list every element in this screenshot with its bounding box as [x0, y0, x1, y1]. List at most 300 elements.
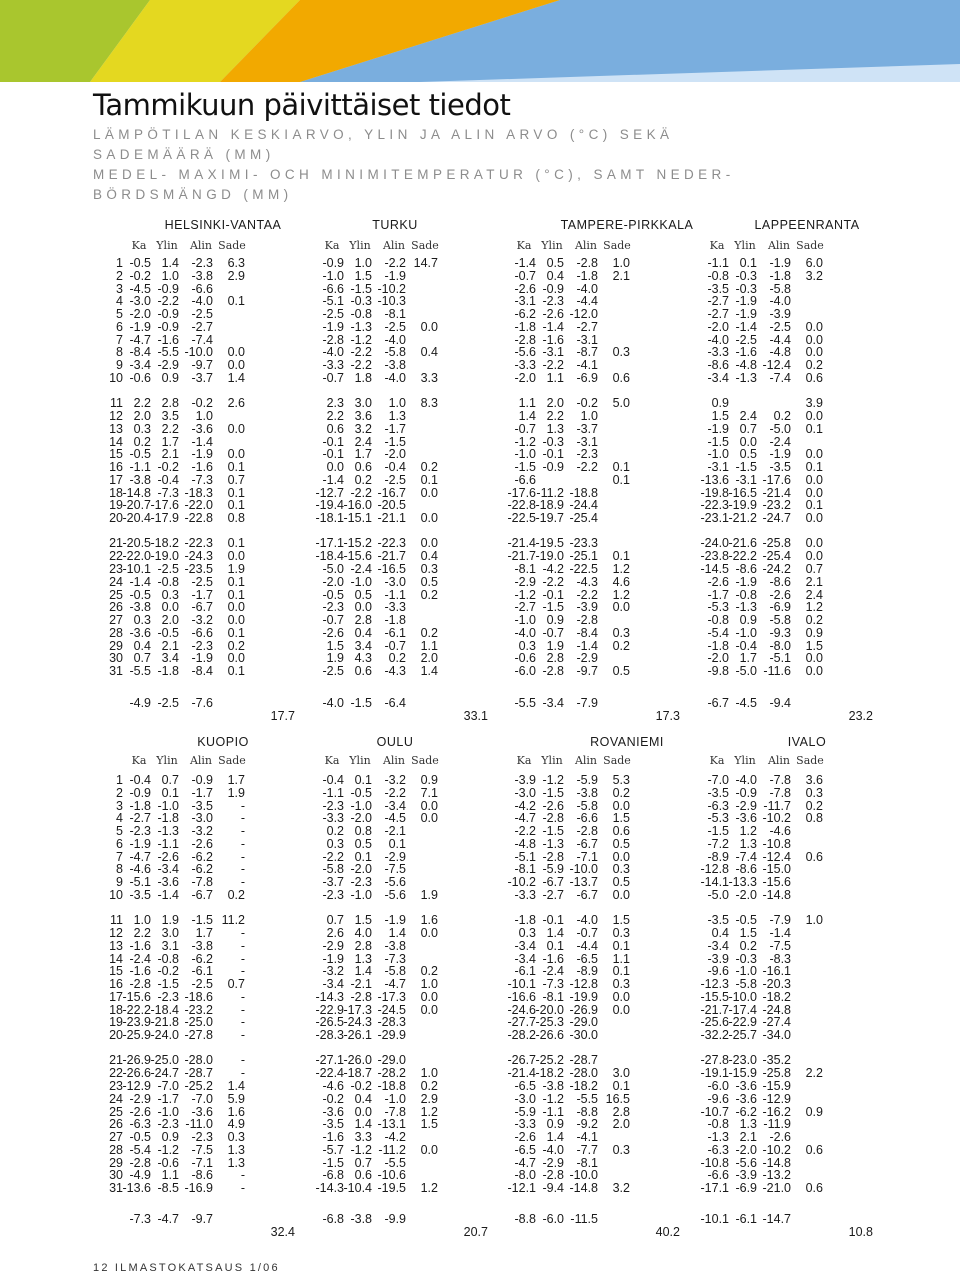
data-cell: -3.9 — [735, 1168, 757, 1183]
data-cell: -2.4 — [129, 951, 151, 966]
data-cell: 0.5 — [420, 574, 438, 589]
data-cell: -1.7 — [384, 421, 406, 436]
data-cell: -4.2 — [384, 1130, 406, 1145]
data-cell: 0.4 — [420, 345, 438, 360]
data-cell: -1.0 — [384, 1091, 406, 1106]
data-cell: - — [240, 836, 245, 851]
data-cell: -2.6 — [191, 836, 213, 851]
data-cell: 0.9 — [161, 371, 179, 386]
data-cell: -8.4 — [129, 345, 151, 360]
data-cell: -4.0 — [191, 294, 213, 309]
data-cell: 0.3 — [518, 925, 536, 940]
data-cell: -12.4 — [762, 358, 791, 373]
data-cell: -3.0 — [129, 294, 151, 309]
station-name: HELSINKI-VANTAA — [164, 218, 282, 232]
data-cell: 0.1 — [227, 664, 245, 679]
data-cell: -2.9 — [542, 1155, 564, 1170]
data-cell: -6.6 — [576, 811, 598, 826]
data-cell: -1.2 — [514, 434, 536, 449]
data-cell: -5.6 — [514, 345, 536, 360]
data-cell: -11.0 — [185, 1117, 213, 1132]
data-cell: -9.8 — [707, 664, 729, 679]
summary-cell: -9.9 — [384, 1212, 406, 1226]
data-cell: -8.9 — [576, 964, 598, 979]
data-cell: -1.6 — [542, 332, 564, 347]
data-cell: -10.7 — [700, 1104, 729, 1119]
data-cell: 0.9 — [546, 613, 564, 628]
data-cell: 0.9 — [546, 1117, 564, 1132]
column-header: Ylin — [541, 239, 563, 252]
data-cell: -9.6 — [707, 964, 729, 979]
data-cell: -7.7 — [576, 1142, 598, 1157]
data-cell: 0.7 — [354, 1155, 372, 1170]
day-number: 25 — [109, 587, 123, 602]
data-cell: -1.8 — [514, 319, 536, 334]
data-cell: 0.0 — [354, 1104, 372, 1119]
column-header: Sade — [218, 754, 246, 767]
data-cell: 1.0 — [161, 268, 179, 283]
data-cell: -15.0 — [762, 862, 791, 877]
data-cell: 0.0 — [227, 358, 245, 373]
data-cell: -19.5 — [377, 1181, 406, 1196]
data-cell: -1.6 — [129, 938, 151, 953]
data-cell: -3.8 — [384, 938, 406, 953]
data-cell: -1.4 — [769, 925, 791, 940]
data-cell: -2.9 — [157, 358, 179, 373]
data-cell: -6.2 — [735, 1104, 757, 1119]
data-cell: -1.0 — [157, 798, 179, 813]
data-cell: -1.8 — [129, 798, 151, 813]
data-cell: -1.2 — [157, 1142, 179, 1157]
data-cell: -5.8 — [769, 613, 791, 628]
data-cell: -23.1 — [700, 511, 729, 526]
data-cell: -8.4 — [191, 664, 213, 679]
data-cell: -4.4 — [576, 938, 598, 953]
data-cell: 0.4 — [354, 625, 372, 640]
data-cell: -29.0 — [377, 1053, 406, 1068]
data-cell: 0.0 — [805, 651, 823, 666]
data-cell: -25.1 — [569, 549, 598, 564]
column-header: Sade — [603, 754, 631, 767]
data-cell: 0.0 — [805, 485, 823, 500]
data-cell: -5.0 — [769, 421, 791, 436]
data-cell: 0.0 — [420, 1002, 438, 1017]
data-cell: -7.2 — [707, 836, 729, 851]
data-cell: -4.7 — [514, 1155, 536, 1170]
day-number: 3 — [116, 798, 123, 813]
data-cell: -1.3 — [735, 600, 757, 615]
data-cell: -16.2 — [762, 1104, 791, 1119]
data-cell: -3.6 — [735, 1091, 757, 1106]
data-cell: -2.2 — [384, 256, 406, 270]
data-cell: -18.3 — [184, 485, 213, 500]
subtitle-fi-line-2: SADEMÄÄRÄ (MM) — [93, 147, 275, 162]
data-cell: -12.0 — [569, 307, 598, 322]
data-cell: -8.6 — [735, 561, 757, 576]
day-number: 19 — [109, 498, 123, 513]
data-cell: -1.4 — [542, 319, 564, 334]
data-cell: -3.8 — [384, 358, 406, 373]
data-cell: 0.3 — [612, 625, 630, 640]
data-cell: 0.2 — [805, 358, 823, 373]
summary-cell: -6.7 — [707, 696, 729, 710]
data-cell: -2.3 — [191, 1130, 213, 1145]
data-cell: -0.4 — [735, 638, 757, 653]
data-cell: -2.3 — [322, 798, 344, 813]
data-cell: -14.8 — [122, 485, 151, 500]
data-cell: 0.3 — [612, 925, 630, 940]
data-cell: -0.5 — [322, 587, 344, 602]
data-cell: - — [240, 951, 245, 966]
day-number: 23 — [109, 1078, 123, 1093]
data-cell: -2.5 — [322, 307, 344, 322]
column-header: Ylin — [156, 239, 178, 252]
data-cell: -6.9 — [576, 371, 598, 386]
data-cell: 0.6 — [612, 824, 630, 839]
data-cell: -22.5 — [507, 511, 536, 526]
data-cell: -1.8 — [576, 268, 598, 283]
data-cell: -1.4 — [157, 888, 179, 903]
summary-cell: -9.4 — [769, 696, 791, 710]
data-cell: 1.5 — [612, 811, 630, 826]
data-cell: -2.9 — [322, 938, 344, 953]
data-cell: -0.8 — [707, 1117, 729, 1132]
data-cell: 1.7 — [227, 773, 245, 787]
data-cell: -1.0 — [350, 888, 372, 903]
data-cell: -22.3 — [184, 536, 213, 551]
data-cell: -21.6 — [728, 536, 757, 551]
data-cell: -17.1 — [315, 536, 344, 551]
data-cell: 0.1 — [354, 773, 372, 787]
data-cell: -5.6 — [735, 1155, 757, 1170]
data-cell: -6.2 — [191, 849, 213, 864]
data-cell: -7.4 — [769, 371, 791, 386]
data-cell: -4.0 — [384, 371, 406, 386]
data-cell: -2.0 — [384, 447, 406, 462]
data-cell: 3.0 — [612, 1066, 630, 1081]
data-cell: 0.6 — [805, 849, 823, 864]
data-cell: 1.1 — [612, 951, 630, 966]
data-cell: -6.0 — [707, 1078, 729, 1093]
data-cell: -24.7 — [762, 511, 791, 526]
data-cell: -17.4 — [728, 1002, 757, 1017]
data-cell: -1.6 — [322, 1130, 344, 1145]
data-cell: -3.5 — [769, 460, 791, 475]
data-cell: 0.1 — [612, 460, 630, 475]
data-cell: 0.0 — [612, 798, 630, 813]
data-cell: -19.0 — [535, 549, 564, 564]
data-cell: -16.0 — [343, 498, 372, 513]
data-cell: -16.5 — [377, 561, 406, 576]
data-cell: -2.1 — [384, 824, 406, 839]
data-cell: -0.7 — [514, 421, 536, 436]
data-cell: 3.0 — [354, 396, 372, 411]
data-cell: -22.0 — [122, 549, 151, 564]
data-cell: -1.5 — [157, 977, 179, 992]
data-cell: -5.6 — [384, 875, 406, 890]
data-cell: 2.4 — [739, 408, 757, 423]
data-cell: -4.1 — [576, 1130, 598, 1145]
data-cell: 1.2 — [612, 561, 630, 576]
data-cell: -23.8 — [700, 549, 729, 564]
data-cell: 7.1 — [420, 785, 438, 800]
data-cell: 0.9 — [805, 1104, 823, 1119]
data-cell: -2.2 — [542, 358, 564, 373]
data-cell: 1.3 — [739, 1117, 757, 1132]
data-cell: -25.8 — [762, 1066, 791, 1081]
data-cell: 0.1 — [805, 498, 823, 513]
data-cell: -0.7 — [322, 613, 344, 628]
data-cell: -5.3 — [707, 811, 729, 826]
data-cell: -1.8 — [157, 811, 179, 826]
data-cell: -5.6 — [384, 888, 406, 903]
data-cell: -4.8 — [735, 358, 757, 373]
data-cell: -0.6 — [129, 371, 151, 386]
data-cell: -34.0 — [762, 1028, 791, 1043]
data-cell: -1.9 — [735, 307, 757, 322]
data-cell: -22.3 — [377, 536, 406, 551]
data-cell: 0.1 — [612, 964, 630, 979]
day-number: 15 — [109, 964, 123, 979]
data-cell: -6.6 — [707, 1168, 729, 1183]
data-cell: -2.3 — [191, 638, 213, 653]
data-cell: 0.1 — [227, 536, 245, 551]
data-cell: 0.0 — [805, 664, 823, 679]
data-cell: 4.9 — [227, 1117, 245, 1132]
data-cell: -0.9 — [191, 773, 213, 787]
data-cell: -7.5 — [384, 862, 406, 877]
data-cell: 0.0 — [612, 849, 630, 864]
data-cell: -0.3 — [735, 951, 757, 966]
data-cell: 0.1 — [612, 472, 630, 487]
data-cell: -12.7 — [315, 485, 344, 500]
data-cell: 2.1 — [161, 638, 179, 653]
data-cell: -7.5 — [191, 1142, 213, 1157]
data-cell: -8.0 — [769, 638, 791, 653]
data-cell: 2.0 — [546, 396, 564, 411]
column-header: Ylin — [349, 754, 371, 767]
data-cell: -10.2 — [507, 875, 536, 890]
data-cell: -1.0 — [514, 613, 536, 628]
data-cell: 1.4 — [546, 1130, 564, 1145]
data-cell: 0.1 — [227, 485, 245, 500]
data-cell: -21.7 — [377, 549, 406, 564]
data-cell: -1.7 — [157, 1091, 179, 1106]
data-cell: -1.4 — [735, 319, 757, 334]
data-cell: 1.5 — [354, 913, 372, 928]
data-cell: 2.8 — [354, 938, 372, 953]
data-cell: -23.0 — [728, 1053, 757, 1068]
data-cell: 0.0 — [227, 613, 245, 628]
data-cell: -6.7 — [191, 888, 213, 903]
data-cell: 1.1 — [546, 371, 564, 386]
data-cell: -2.8 — [350, 989, 372, 1004]
data-cell: -3.4 — [157, 862, 179, 877]
data-cell: -7.8 — [191, 875, 213, 890]
data-cell: 0.6 — [805, 371, 823, 386]
data-cell: -1.5 — [735, 460, 757, 475]
data-cell: -25.9 — [122, 1028, 151, 1043]
data-cell: - — [240, 989, 245, 1004]
data-cell: -1.6 — [542, 951, 564, 966]
data-cell: 0.5 — [354, 836, 372, 851]
data-cell: -3.3 — [384, 600, 406, 615]
data-cell: -1.3 — [735, 371, 757, 386]
data-cell: 2.6 — [227, 396, 245, 411]
data-cell: -3.3 — [514, 888, 536, 903]
data-cell: -20.7 — [122, 498, 151, 513]
data-cell: -5.8 — [769, 281, 791, 296]
data-cell: -0.9 — [129, 785, 151, 800]
data-cell: -13.3 — [728, 875, 757, 890]
data-cell: -1.1 — [157, 836, 179, 851]
summary-cell: -6.0 — [542, 1212, 564, 1226]
data-cell: -6.7 — [191, 600, 213, 615]
data-cell: 2.1 — [739, 1130, 757, 1145]
data-cell: -7.8 — [769, 773, 791, 787]
data-cell: 0.5 — [612, 875, 630, 890]
data-cell: -0.3 — [735, 268, 757, 283]
day-number: 18 — [109, 485, 123, 500]
data-cell: -11.6 — [763, 664, 791, 679]
data-cell: -29.9 — [377, 1028, 406, 1043]
data-cell: 0.4 — [711, 925, 729, 940]
column-header: Alin — [767, 239, 791, 252]
data-cell: 4.0 — [354, 925, 372, 940]
data-cell: -5.0 — [322, 561, 344, 576]
summary-cell: -1.5 — [350, 696, 372, 710]
data-cell: -7.3 — [542, 977, 564, 992]
data-cell: -3.6 — [322, 1104, 344, 1119]
data-cell: -6.7 — [576, 836, 598, 851]
data-cell: -22.2 — [728, 549, 757, 564]
data-cell: -12.1 — [507, 1181, 536, 1196]
data-cell: -2.2 — [350, 358, 372, 373]
summary-cell: -9.7 — [191, 1212, 213, 1226]
data-cell: 1.4 — [388, 925, 406, 940]
day-number: 5 — [116, 824, 123, 839]
data-cell: -2.6 — [707, 574, 729, 589]
data-cell: 0.3 — [227, 1130, 245, 1145]
summary-cell: -10.1 — [700, 1212, 729, 1226]
data-cell: 1.0 — [612, 256, 630, 270]
data-cell: - — [240, 798, 245, 813]
data-cell: 1.5 — [739, 925, 757, 940]
day-number: 11 — [110, 396, 123, 411]
data-cell: -3.3 — [514, 1117, 536, 1132]
data-cell: 1.5 — [612, 913, 630, 928]
data-cell: 0.7 — [326, 913, 344, 928]
data-cell: -7.5 — [769, 938, 791, 953]
data-cell: -3.4 — [707, 938, 729, 953]
data-cell: 0.0 — [161, 600, 179, 615]
data-cell: -0.2 — [576, 396, 598, 411]
data-cell: -17.1 — [700, 1181, 729, 1196]
data-cell: 0.5 — [612, 836, 630, 851]
data-cell: 1.1 — [420, 638, 438, 653]
data-cell: -6.9 — [769, 600, 791, 615]
data-cell: -4.0 — [542, 1142, 564, 1157]
data-cell: -3.3 — [322, 811, 344, 826]
data-cell: -6.1 — [191, 964, 213, 979]
data-cell: 1.8 — [354, 371, 372, 386]
data-cell: -2.2 — [350, 485, 372, 500]
data-cell: -15.9 — [728, 1066, 757, 1081]
data-cell: 0.0 — [227, 421, 245, 436]
data-cell: -18.1 — [315, 511, 344, 526]
data-cell: 0.2 — [612, 785, 630, 800]
data-cell: -1.2 — [514, 587, 536, 602]
data-cell: -1.3 — [157, 824, 179, 839]
data-cell: -24.8 — [762, 1002, 791, 1017]
data-cell: -2.2 — [514, 824, 536, 839]
data-cell: -24.3 — [184, 549, 213, 564]
data-cell: -12.8 — [569, 977, 598, 992]
data-cell: -4.8 — [769, 345, 791, 360]
day-number: 27 — [109, 613, 123, 628]
data-cell: -2.0 — [350, 862, 372, 877]
data-cell: 11.2 — [221, 913, 245, 928]
data-cell: -1.6 — [157, 332, 179, 347]
column-header: Ylin — [541, 754, 563, 767]
column-header: Alin — [189, 239, 213, 252]
data-cell: -2.6 — [769, 1130, 791, 1145]
data-cell: 0.3 — [326, 836, 344, 851]
data-cell: -6.1 — [384, 625, 406, 640]
data-cell: 5.0 — [612, 396, 630, 411]
data-cell: -15.6 — [122, 989, 151, 1004]
day-number: 22 — [109, 1066, 123, 1081]
data-cell: -0.4 — [157, 472, 179, 487]
data-cell: -1.5 — [542, 824, 564, 839]
data-cell: 0.7 — [805, 561, 823, 576]
data-cell: 0.6 — [805, 1142, 823, 1157]
data-cell: -27.8 — [700, 1053, 729, 1068]
data-cell: -18.2 — [762, 989, 791, 1004]
data-cell: -0.5 — [350, 785, 372, 800]
summary-cell: -3.4 — [542, 696, 564, 710]
day-number: 27 — [109, 1130, 123, 1145]
data-cell: 0.1 — [612, 549, 630, 564]
day-number: 16 — [109, 460, 123, 475]
data-cell: 3.9 — [805, 396, 823, 411]
data-cell: -2.8 — [322, 332, 344, 347]
data-cell: -2.3 — [322, 888, 344, 903]
subtitle-sv-line-2: BÖRDSMÄNGD (MM) — [93, 187, 293, 202]
data-cell: -0.5 — [157, 625, 179, 640]
data-cell: -0.3 — [350, 294, 372, 309]
data-cell: 0.6 — [354, 664, 372, 679]
data-cell: 0.2 — [354, 472, 372, 487]
data-cell: 5.3 — [612, 773, 630, 787]
page-title: Tammikuun päivittäiset tiedot — [93, 88, 511, 122]
data-cell: 0.2 — [805, 613, 823, 628]
station-name: IVALO — [787, 735, 827, 749]
data-cell: 0.1 — [227, 294, 245, 309]
data-cell: 1.2 — [739, 824, 757, 839]
data-cell: 14.7 — [413, 256, 438, 270]
data-cell: 0.1 — [612, 938, 630, 953]
data-cell: -3.1 — [735, 472, 757, 487]
data-cell: -5.1 — [769, 651, 791, 666]
data-cell: 2.0 — [612, 1117, 630, 1132]
data-cell: -10.2 — [762, 811, 791, 826]
data-cell: -4.2 — [542, 561, 564, 576]
data-cell: -1.5 — [384, 434, 406, 449]
data-cell: -5.8 — [576, 798, 598, 813]
data-cell: -13.6 — [122, 1181, 151, 1196]
data-cell: -1.8 — [514, 913, 536, 928]
